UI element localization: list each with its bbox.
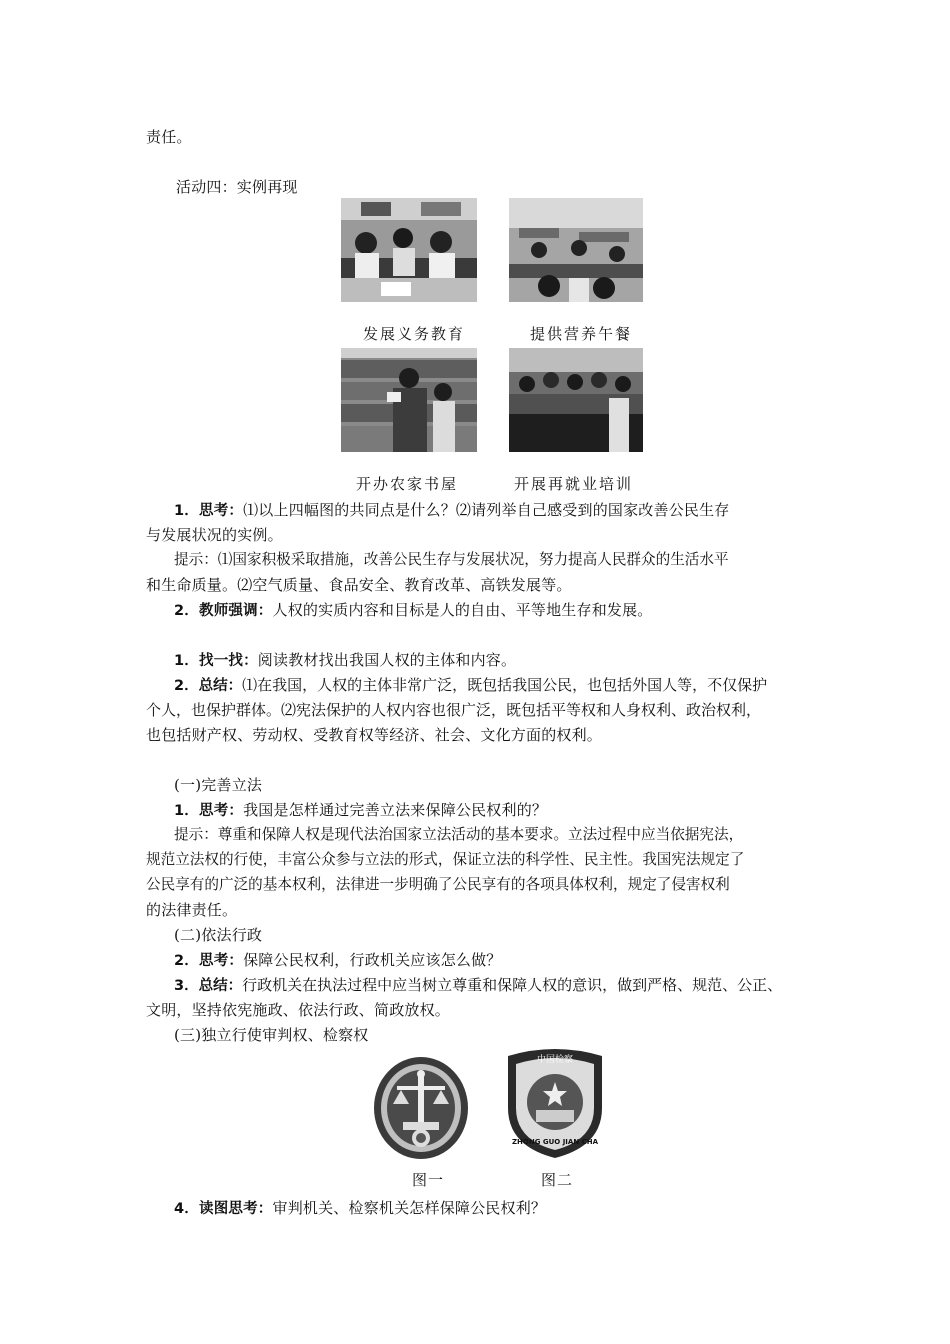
activity-heading: 活动四：实例再现 bbox=[176, 178, 298, 196]
procuratorate-top-text: 中国检察 bbox=[536, 1055, 574, 1065]
photo-rural-library bbox=[341, 348, 477, 452]
photo-compulsory-education bbox=[341, 198, 477, 302]
text-line: 和生命质量。⑵空气质量、食品安全、教育改革、高铁发展等。 bbox=[146, 576, 572, 594]
section-heading: (三)独立行使审判权、检察权 bbox=[174, 1026, 369, 1044]
section-heading: (一)完善立法 bbox=[174, 776, 263, 794]
question-5: 4．读图思考：审判机关、检察机关怎样保障公民权利？ bbox=[174, 1199, 547, 1217]
find-task: 1．找一找：阅读教材找出我国人权的主体和内容。 bbox=[174, 651, 517, 669]
question-1: 1．思考：⑴以上四幅图的共同点是什么？⑵请列举自己感受到的国家改善公民生存 bbox=[174, 501, 730, 519]
hint: 提示：⑴国家积极采取措施，改善公民生存与发展状况，努力提高人民群众的生活水平 bbox=[174, 551, 729, 568]
court-emblem bbox=[373, 1056, 469, 1164]
question-4: 2．思考：保障公民权利，行政机关应该怎么做？ bbox=[174, 951, 502, 969]
text-line: 文明，坚持依宪施政、依法行政、简政放权。 bbox=[146, 1001, 451, 1019]
text-line: 公民享有的广泛的基本权利，法律进一步明确了公民享有的各项具体权利，规定了侵害权利 bbox=[146, 876, 730, 893]
summary: 2．总结：⑴在我国，人权的主体非常广泛，既包括我国公民，也包括外国人等，不仅保护 bbox=[174, 676, 768, 694]
text-line: 责任。 bbox=[146, 128, 192, 146]
photo-nutritious-lunch bbox=[509, 198, 643, 302]
text-line: 个人，也保护群体。⑵宪法保护的人权内容也很广泛，既包括平等权和人身权利、政治权利， bbox=[146, 701, 762, 719]
question-3: 1．思考：我国是怎样通过完善立法来保障公民权利的？ bbox=[174, 801, 548, 819]
text-line: 规范立法权的行使，丰富公众参与立法的形式，保证立法的科学性、民主性。我国宪法规定了 bbox=[146, 851, 745, 868]
summary: 3．总结：行政机关在执法过程中应当树立尊重和保障人权的意识，做到严格、规范、公正、 bbox=[174, 976, 783, 994]
photo-caption: 开展再就业培训 bbox=[514, 475, 634, 493]
teacher-emphasis: 2．教师强调：人权的实质内容和目标是人的自由、平等地生存和发展。 bbox=[174, 601, 653, 619]
procuratorate-bottom-text: ZHONG GUO JIAN CHA bbox=[511, 1138, 599, 1146]
hint: 提示：尊重和保障人权是现代法治国家立法活动的基本要求。立法过程中应当依据宪法， bbox=[174, 826, 744, 843]
photo-caption: 开办农家书屋 bbox=[356, 475, 459, 493]
photo-caption: 提供营养午餐 bbox=[530, 325, 633, 343]
figure-caption: 图二 bbox=[541, 1171, 574, 1189]
text-line: 与发展状况的实例。 bbox=[146, 526, 283, 544]
photo-caption: 发展义务教育 bbox=[363, 325, 466, 343]
text-line: 的法律责任。 bbox=[146, 901, 238, 919]
photo-reemployment-training bbox=[509, 348, 643, 452]
figure-caption: 图一 bbox=[412, 1171, 445, 1189]
section-heading: (二)依法行政 bbox=[174, 926, 263, 944]
procuratorate-emblem bbox=[500, 1046, 610, 1164]
text-line: 也包括财产权、劳动权、受教育权等经济、社会、文化方面的权利。 bbox=[146, 726, 603, 744]
